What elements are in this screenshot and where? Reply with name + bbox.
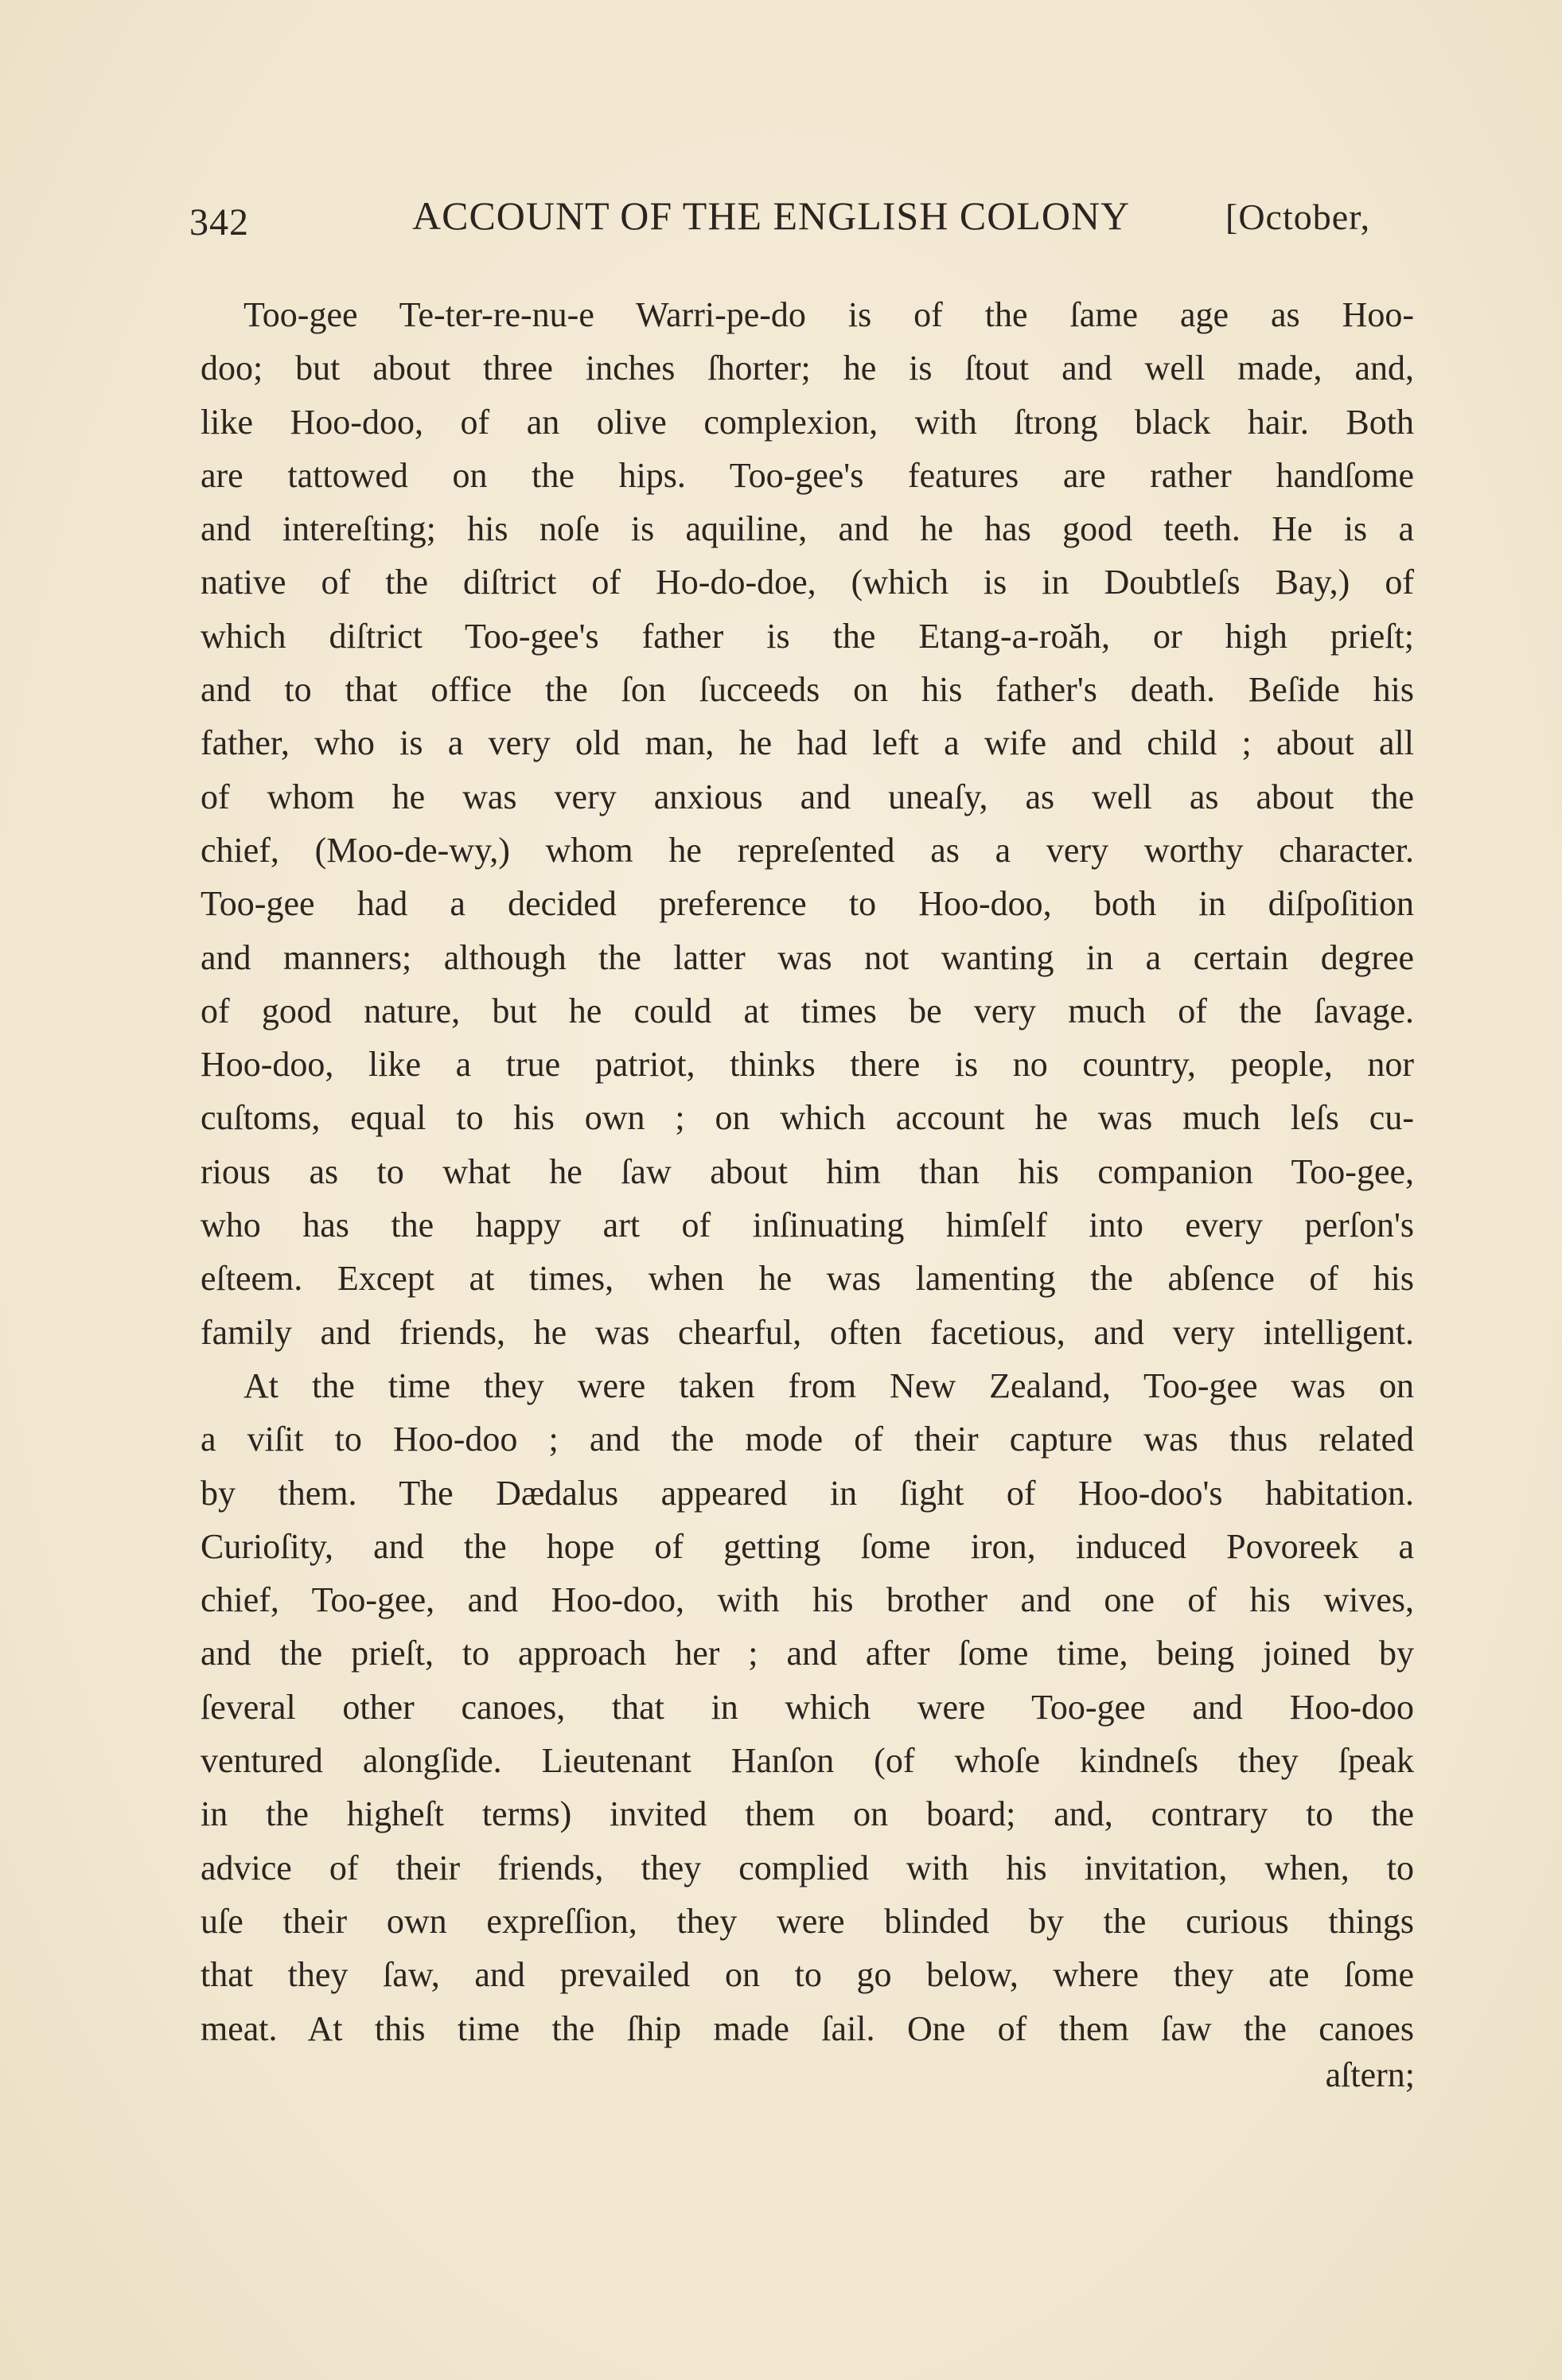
text-line: meat. At this time the ſhip made ſail. One of them ſaw the canoes bbox=[201, 2008, 1414, 2048]
text-line: doo; but about three inches ſhorter; he is ſtout and well made, and, bbox=[201, 349, 1414, 388]
text-line: chief, Too-gee, and Hoo-doo, with his brother and one of his wives, bbox=[201, 1580, 1414, 1620]
text-line: Curioſity, and the hope of getting ſome iron, induced Povoreek a bbox=[201, 1526, 1414, 1566]
running-head: ACCOUNT OF THE ENGLISH COLONY bbox=[412, 193, 1131, 238]
text-line: in the higheſt terms) invited them on board; and, contrary to the bbox=[201, 1794, 1414, 1834]
text-line: who has the happy art of inſinuating himſelf into every perſon's bbox=[201, 1206, 1414, 1245]
text-line: native of the diſtrict of Ho-do-doe, (which is in Doubtleſs Bay,) of bbox=[201, 563, 1414, 602]
text-line: ſeveral other canoes, that in which were Too-gee and Hoo-doo bbox=[201, 1687, 1414, 1727]
text-line: by them. The Dædalus appeared in ſight of Hoo-doo's habitation. bbox=[201, 1473, 1414, 1513]
catchword: aſtern; bbox=[1325, 2055, 1415, 2094]
body-text bbox=[201, 288, 1414, 2055]
text-line: of good nature, but he could at times be very much of the ſavage. bbox=[201, 991, 1414, 1030]
text-line: which diſtrict Too-gee's father is the Etang-a-roăh, or high prieſt; bbox=[201, 616, 1414, 656]
page-number: 342 bbox=[189, 201, 249, 243]
text-line: are tattowed on the hips. Too-gee's features are rather handſome bbox=[201, 455, 1414, 495]
running-head-date: [October, bbox=[1225, 197, 1371, 237]
text-line: advice of their friends, they complied with his invitation, when, to bbox=[201, 1848, 1414, 1887]
text-line: Too-gee had a decided preference to Hoo-doo, both in diſpoſition bbox=[201, 884, 1414, 924]
text-line: rious as to what he ſaw about him than his companion Too-gee, bbox=[201, 1151, 1414, 1191]
text-line: Too-gee Te-ter-re-nu-e Warri-pe-do is of the ſame age as Hoo- bbox=[243, 295, 1414, 334]
text-line: that they ſaw, and prevailed on to go below, where they ate ſome bbox=[201, 1955, 1414, 1995]
text-line: and to that office the ſon ſucceeds on his father's death. Beſide his bbox=[201, 670, 1414, 710]
text-line: uſe their own expreſſion, they were blinded by the curious things bbox=[201, 1901, 1414, 1941]
text-line: ventured alongſide. Lieutenant Hanſon (of whoſe kindneſs they ſpeak bbox=[201, 1741, 1414, 1781]
text-line: of whom he was very anxious and uneaſy, as well as about the bbox=[201, 777, 1414, 816]
text-line: chief, (Moo-de-wy,) whom he repreſented as a very worthy character. bbox=[201, 830, 1414, 870]
page-header bbox=[189, 193, 1447, 256]
text-line: and manners; although the latter was not wanting in a certain degree bbox=[201, 937, 1414, 977]
text-line: Hoo-doo, like a true patriot, thinks there is no country, people, nor bbox=[201, 1045, 1414, 1085]
text-line: and the prieſt, to approach her ; and after ſome time, being joined by bbox=[201, 1634, 1414, 1673]
text-line: father, who is a very old man, he had left a wife and child ; about all bbox=[201, 723, 1414, 763]
text-line: At the time they were taken from New Zealand, Too-gee was on bbox=[243, 1365, 1414, 1405]
text-line: a viſit to Hoo-doo ; and the mode of their capture was thus related bbox=[201, 1420, 1414, 1459]
text-line: family and friends, he was chearful, often facetious, and very intelligent. bbox=[201, 1312, 1414, 1352]
text-line: like Hoo-doo, of an olive complexion, with ſtrong black hair. Both bbox=[201, 402, 1414, 442]
text-line: and intereſting; his noſe is aquiline, and he has good teeth. He is a bbox=[201, 509, 1414, 549]
text-line: cuſtoms, equal to his own ; on which account he was much leſs cu- bbox=[201, 1098, 1414, 1138]
text-line: eſteem. Except at times, when he was lamenting the abſence of his bbox=[201, 1259, 1414, 1299]
